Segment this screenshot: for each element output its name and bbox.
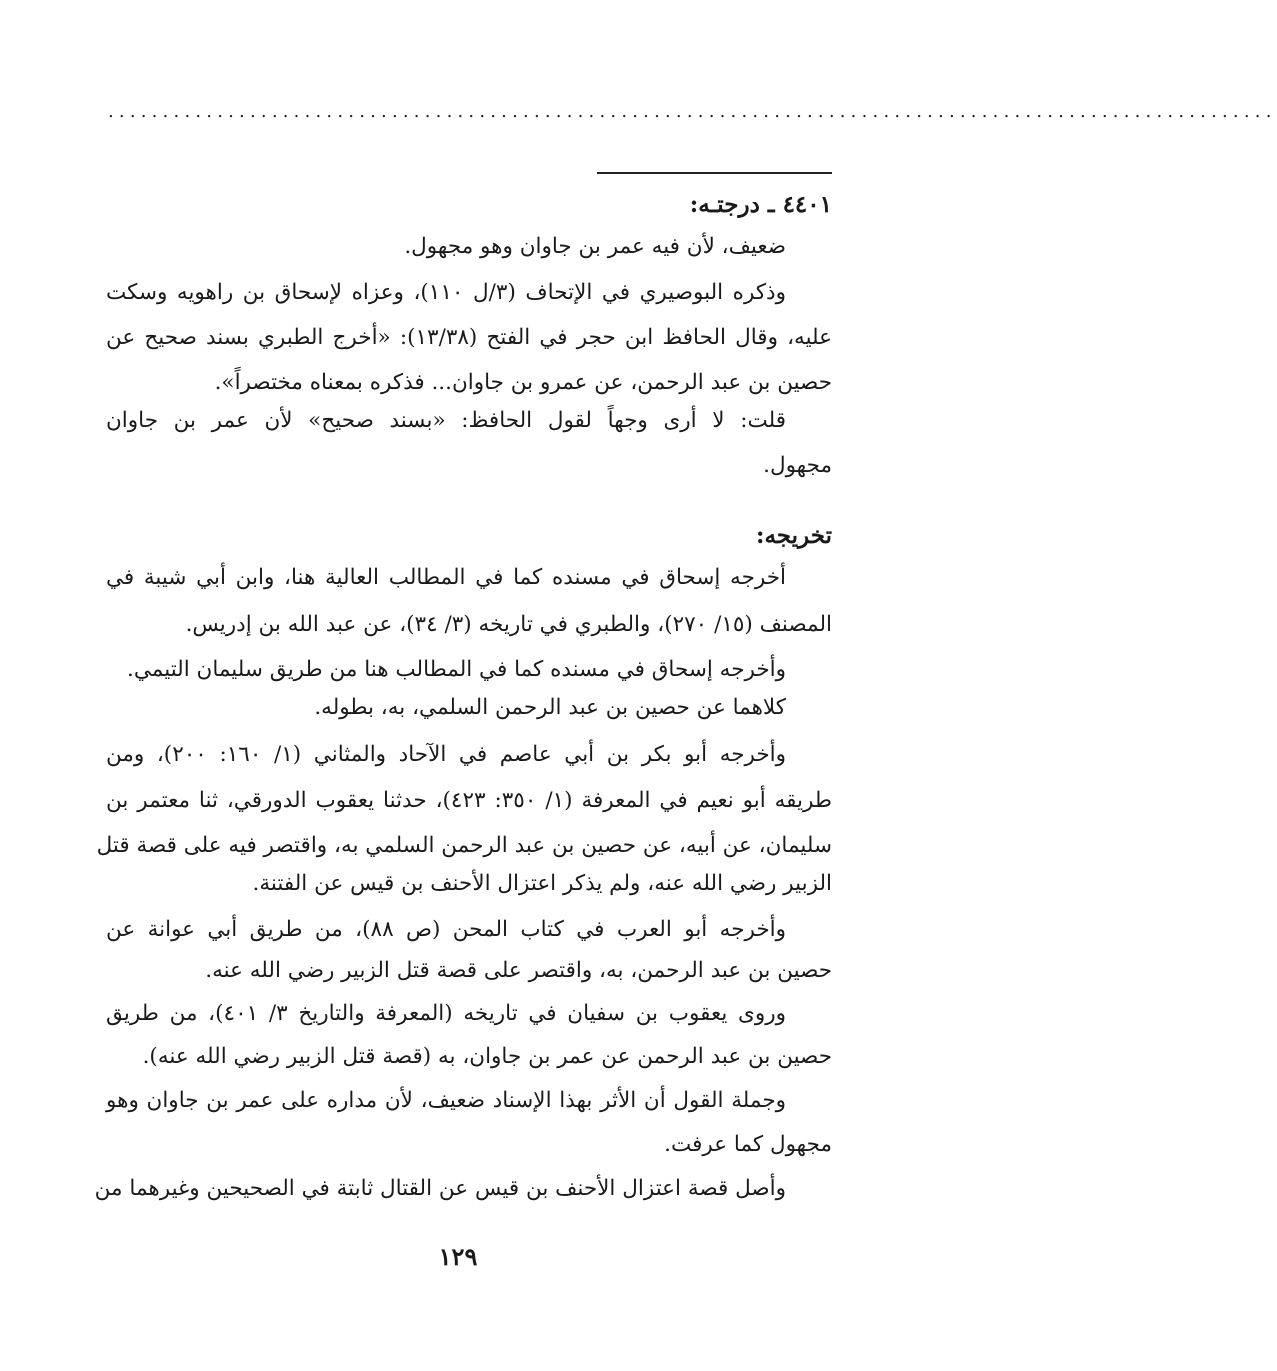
text-line: الزبير رضي الله عنه، ولم يذكر اعتزال الأحنف بن قيس عن الفتنة. [252,871,832,896]
text-line: وأخرجه أبو العرب في كتاب المحن (ص ٨٨)، من طريق أبي عوانة عن [106,917,786,942]
text-line: قلت: لا أرى وجهاً لقول الحافظ: «بسند صحيح» لأن عمر بن جاوان [106,408,786,433]
text-line: وروى يعقوب بن سفيان في تاريخه (المعرفة والتاريخ ٣/ ٤٠١)، من طريق [106,1001,787,1026]
text-line: أخرجه إسحاق في مسنده كما في المطالب العالية هنا، وابن أبي شيبة في [106,565,786,590]
page-number: ١٢٩ [438,1242,478,1271]
text-line: حصين بن عبد الرحمن، به، واقتصر على قصة قتل الزبير رضي الله عنه. [205,958,832,983]
text-line: ضعيف، لأن فيه عمر بن جاوان وهو مجهول. [404,234,786,259]
text-line: وذكره البوصيري في الإتحاف (٣/ل ١١٠)، وعزاه لإسحاق بن راهويه وسكت [106,280,787,305]
dotted-separator: ........................................................................................................... [108,101,1277,122]
text-line: كلاهما عن حصين بن عبد الرحمن السلمي، به، بطوله. [314,695,786,720]
footnote-rule [597,172,832,174]
text-line: حصين بن عبد الرحمن عن عمر بن جاوان، به (قصة قتل الزبير رضي الله عنه). [142,1044,832,1069]
heading-takhrij: تخريجه: [755,522,832,549]
text-line: مجهول كما عرفت. [664,1132,832,1157]
text-line: المصنف (١٥/ ٢٧٠)، والطبري في تاريخه (٣/ ٣٤)، عن عبد الله بن إدريس. [185,612,832,637]
text-line: وأخرجه أبو بكر بن أبي عاصم في الآحاد والمثاني (١/ ١٦٠: ٢٠٠)، ومن [106,742,787,767]
text-line: وأصل قصة اعتزال الأحنف بن قيس عن القتال ثابتة في الصحيحين وغيرهما من [94,1176,786,1201]
text-line: طريقه أبو نعيم في المعرفة (١/ ٣٥٠: ٤٢٣)، حدثنا يعقوب الدورقي، ثنا معتمر بن [106,788,833,813]
text-line: حصين بن عبد الرحمن، عن عمرو بن جاوان... فذكره بمعناه مختصراً». [214,370,832,395]
text-line: وجملة القول أن الأثر بهذا الإسناد ضعيف، لأن مداره على عمر بن جاوان وهو [106,1088,787,1113]
heading-grade: ٤٤٠١ ـ درجتـه: [689,191,832,218]
text-line: وأخرجه إسحاق في مسنده كما في المطالب هنا من طريق سليمان التيمي. [127,657,786,682]
text-line: عليه، وقال الحافظ ابن حجر في الفتح (١٣/٣٨): «أخرج الطبري بسند صحيح عن [106,325,833,350]
text-line: سليمان، عن أبيه، عن حصين بن عبد الرحمن السلمي به، واقتصر فيه على قصة قتل [96,833,832,858]
text-line: مجهول. [763,453,832,478]
